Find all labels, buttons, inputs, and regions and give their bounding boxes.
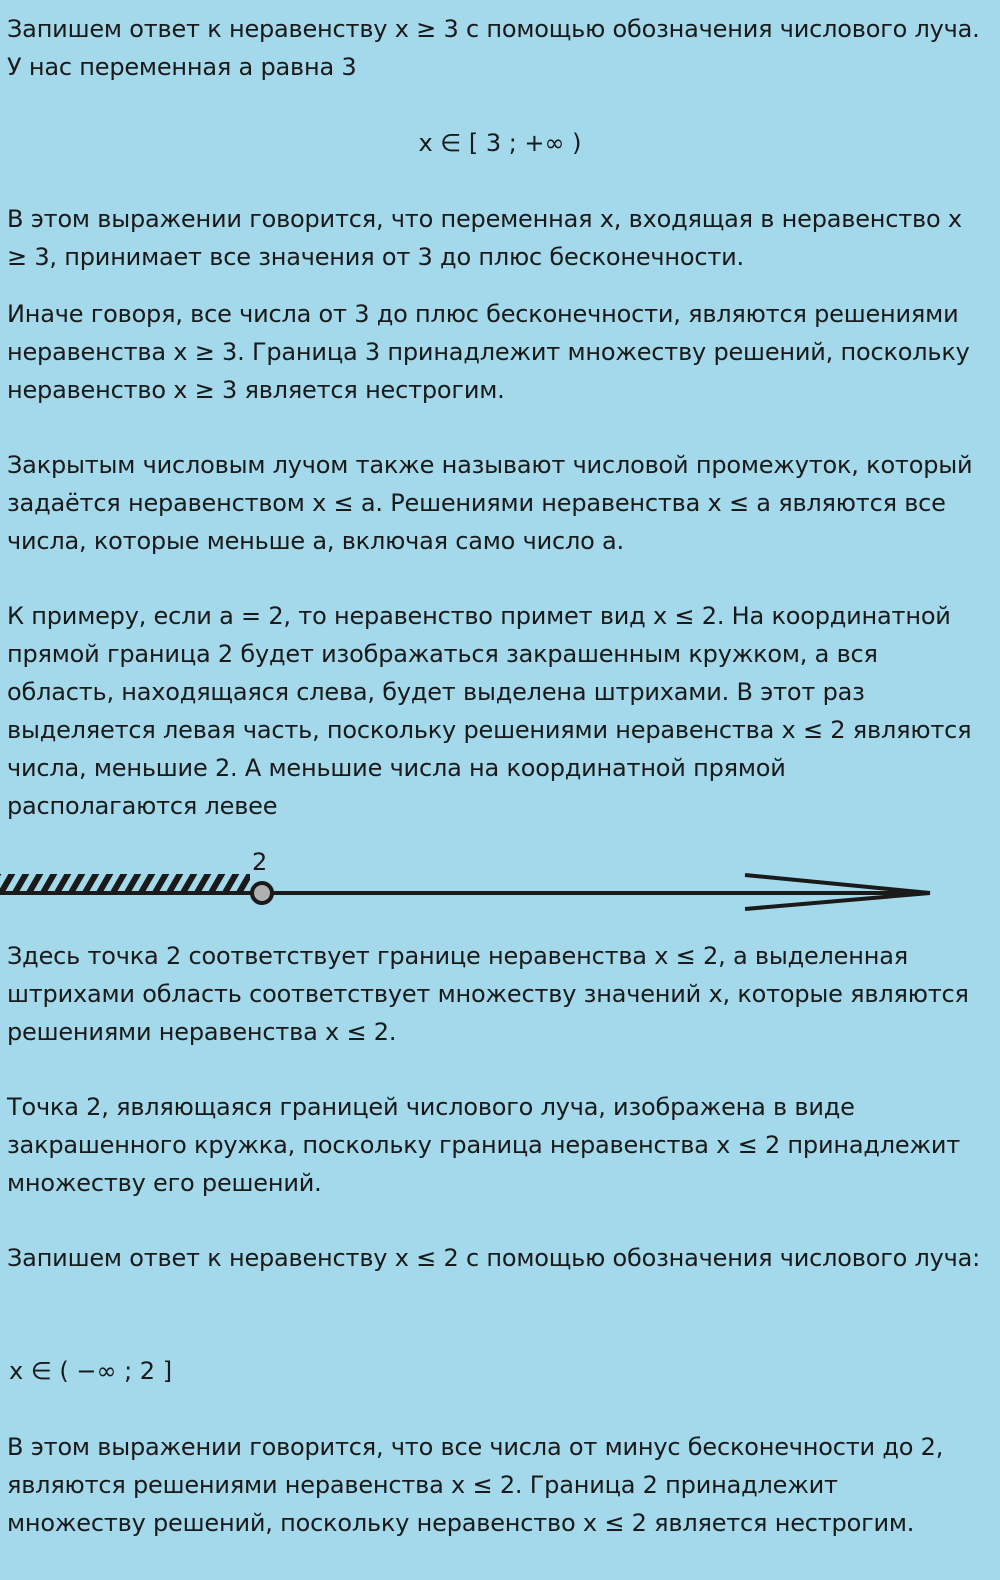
paragraph-write-answer: Запишем ответ к неравенству x ≤ 2 с помощью обозначения числового луча: (7, 1244, 981, 1272)
hatched-region (0, 874, 250, 892)
formula-closed-ray-right: x ∈ [ 3 ; +∞ ) (418, 129, 582, 157)
arrow-head-upper (745, 875, 930, 893)
arrow-head-lower (745, 893, 930, 909)
boundary-point (252, 883, 272, 903)
paragraph-expression-meaning: В этом выражении говорится, что переменная x, входящая в неравенство x ≥ 3, принимает все значения от 3 до плюс бесконечности. (7, 205, 962, 271)
formula-closed-ray-left: x ∈ ( −∞ ; 2 ] (9, 1357, 173, 1385)
boundary-point-label: 2 (252, 848, 268, 876)
paragraph-point-meaning: Здесь точка 2 соответствует границе неравенства x ≤ 2, а выделенная штрихами область соответствует множеству значений x, которые являются решениями неравенства x ≤ 2. (7, 942, 969, 1046)
paragraph-intro-ray: Запишем ответ к неравенству x ≥ 3 с помощью обозначения числового луча. У нас переменная a равна 3 (7, 15, 980, 81)
number-line-diagram (0, 840, 1000, 930)
paragraph-example: К примеру, если a = 2, то неравенство примет вид x ≤ 2. На координатной прямой граница 2 будет изображаться закрашенным кружком, а вся область, находящаяся слева, будет выделена штрихами. В этот раз выделяется левая часть, поскольку решениями неравенства x ≤ 2 являются числа, меньшие 2. А меньшие числа на координатной прямой располагаются левее (7, 602, 972, 820)
paragraph-expression-left-meaning: В этом выражении говорится, что все числа от минус бесконечности до 2, являются решениями неравенства x ≤ 2. Граница 2 принадлежит множеству решений, поскольку неравенство x ≤ 2 является нестрогим. (7, 1433, 944, 1537)
paragraph-other-words: Иначе говоря, все числа от 3 до плюс бесконечности, являются решениями неравенства x ≥ 3. Граница 3 принадлежит множеству решений, поскольку неравенство x ≥ 3 является нестрогим. (7, 300, 970, 404)
paragraph-closed-ray-definition: Закрытым числовым лучом также называют числовой промежуток, который задаётся неравенством x ≤ a. Решениями неравенства x ≤ a являются все числа, которые меньше a, включая само число a. (7, 451, 973, 555)
paragraph-filled-circle: Точка 2, являющаяся границей числового луча, изображена в виде закрашенного кружка, поскольку граница неравенства x ≤ 2 принадлежит множеству его решений. (7, 1093, 961, 1197)
